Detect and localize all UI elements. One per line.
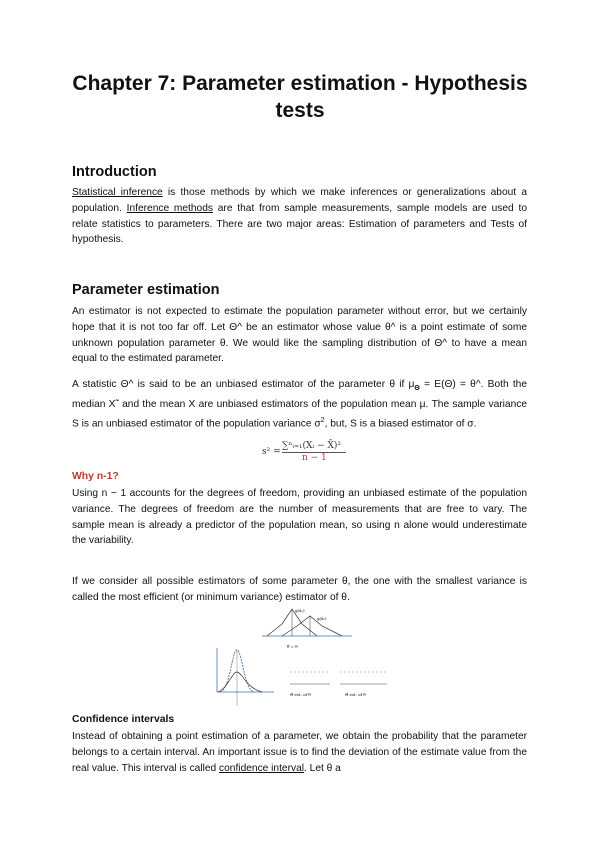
intro-heading: Introduction: [72, 164, 157, 180]
estimator-distributions-figure: [262, 604, 352, 654]
statistical-inference-link[interactable]: Statistical inference: [72, 187, 163, 198]
svg-text:Θ̂ est. of θ: Θ̂ est. of θ: [345, 692, 366, 697]
estimation-paragraph-2: A statistic Θ^ is said to be an unbiased estimator of the parameter θ if $\mu_\Theta = E(\Theta)$ = θ^. Both the median X˜ and the mean X are unbiased estimators of the population mean μ. The sample variance S is an unbiased estimator of the population variance $\sigma^2$, but, S is a biased estimator of σ.: [72, 379, 528, 430]
svg-text:θ̂ = θ: θ̂ = θ: [287, 644, 298, 649]
confidence-heading: Confidence intervals: [72, 714, 175, 725]
why-heading: Why n-1?: [72, 471, 119, 482]
efficiency-comparison-figure: [212, 648, 412, 710]
svg-text:Θ̂ est. of θ: Θ̂ est. of θ: [290, 692, 311, 697]
estimation-heading: Parameter estimation: [72, 282, 220, 298]
confidence-paragraph: Instead of obtaining a point estimation of a parameter, we obtain the probability that the parameter belongs to a certain interval. An important issue is to find the deviation of the estimate value from the real value. This interval is called confidence interval. Let θ a: [72, 731, 527, 774]
inference-methods-link[interactable]: Inference methods: [126, 202, 213, 214]
page-title: Chapter 7: Parameter estimation - Hypothesis tests: [72, 72, 528, 122]
intro-paragraph: Statistical inference is those methods by which we make inferences or generalizations about a population. Inference methods are that from sample measurements, sample models are used to relate statistics to parameters. There are two major areas: Estimation of parameters and Tests of hypothesis.: [72, 187, 527, 246]
svg-text:g(x̂₂): g(x̂₂): [317, 616, 327, 621]
svg-text:g(x̂₁): g(x̂₁): [295, 608, 305, 613]
efficient-paragraph: If we consider all possible estimators of some parameter θ, the one with the smallest variance is called the most efficient (or minimum variance) estimator of θ.: [72, 576, 527, 603]
why-paragraph: Using n − 1 accounts for the degrees of freedom, providing an unbiased estimate of the population variance. The degrees of freedom are the number of measurements that are free to vary. The sample mean is already a predictor of the population mean, so using n alone would underestimate the variability.: [72, 488, 527, 547]
estimation-paragraph-1: An estimator is not expected to estimate the population parameter without error, but we certainly hope that it is not too far off. Let Θ^ be an estimator whose value θ^ is a point estimate of some unknown population parameter θ. We would like the sampling distribution of Θ^ to have a mean equal to the estimated parameter.: [72, 306, 527, 365]
confidence-interval-link[interactable]: confidence interval: [219, 762, 304, 774]
